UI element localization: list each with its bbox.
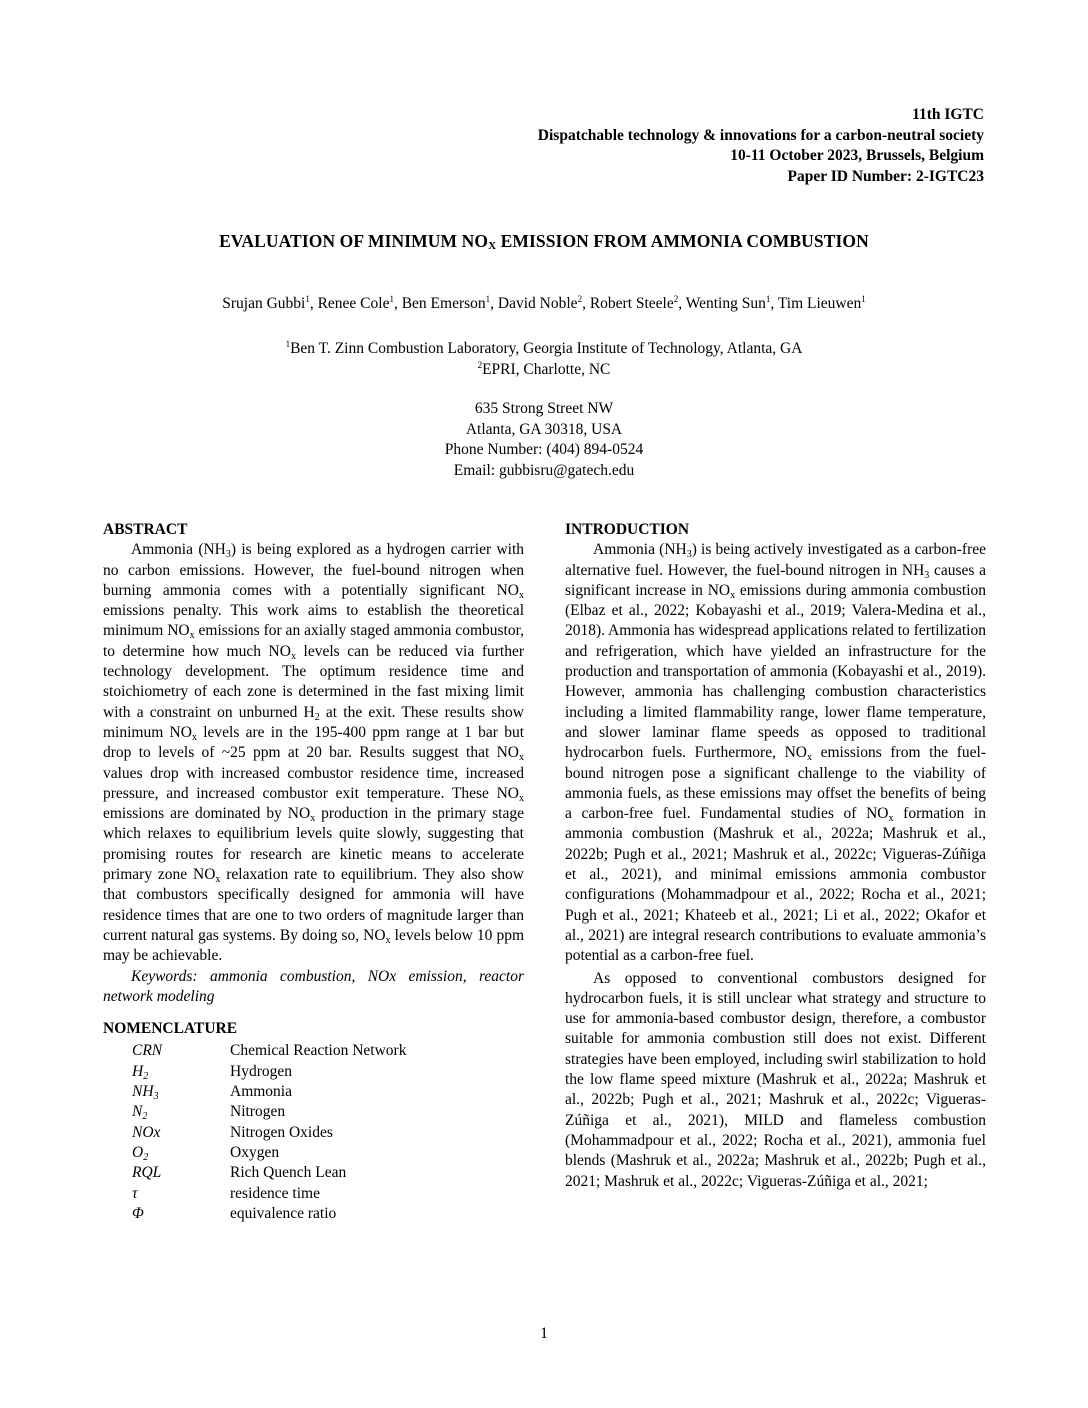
author: Srujan Gubbi$^1$ — [222, 294, 310, 312]
phone-number: Phone Number: (404) 894-0524 — [444, 441, 644, 458]
author: Robert Steele$^2$ — [589, 294, 679, 312]
nomenclature-symbol: RQL — [132, 1164, 162, 1182]
nomenclature-symbol: $N_2$ — [132, 1103, 148, 1123]
left-column — [103, 520, 524, 1224]
introduction-paragraph-2: As opposed to conventional combustors designed for hydrocarbon fuels, it is still unclear what strategy and structure to use for ammonia-based combustor design, therefore, a combustor suitable for ammonia combustion still does not exist. Different strategies have been employed, including swirl stabilization to hold the low flame speed mixture (Mashruk et al., 2022a; Mashruk et al., 2022b; Pugh et al., 2021; Mashruk et al., 2022c; Vigueras-Zúñiga et al., 2021), MILD and flameless combustion (Mohammadpour et al., 2022; Rocha et al., 2021), ammonia fuel blends (Mashruk et al., 2022a; Mashruk et al., 2022b; Pugh et al., 2021; Mashruk et al., 2022c; Vigueras-Zúñiga et al., 2021; — [565, 969, 986, 1190]
introduction-heading: INTRODUCTION — [565, 521, 690, 538]
nomenclature-table — [103, 1041, 406, 1224]
author: Wenting Sun$^1$ — [685, 294, 771, 312]
nomenclature-row — [103, 1184, 406, 1204]
nomenclature-definition: residence time — [230, 1184, 320, 1202]
right-column — [565, 520, 986, 1192]
abstract-heading: ABSTRACT — [103, 521, 188, 538]
keywords: Keywords: ammonia combustion, NOx emission, reactor network modeling — [103, 967, 524, 1005]
author: Renee Cole$^1$ — [317, 294, 394, 312]
conference-theme: Dispatchable technology & innovations for a carbon-neutral society — [537, 126, 984, 144]
nomenclature-definition: Oxygen — [230, 1143, 280, 1161]
affiliation: $^1$Ben T. Zinn Combustion Laboratory, Georgia Institute of Technology, Atlanta, GA — [285, 339, 803, 357]
author: Tim Lieuwen$^1$ — [777, 294, 866, 312]
nomenclature-definition: Nitrogen Oxides — [230, 1123, 333, 1141]
nomenclature-row — [103, 1204, 406, 1224]
nomenclature-definition: Nitrogen — [230, 1103, 286, 1121]
nomenclature-symbol: $NH_3$ — [132, 1083, 159, 1103]
author-list: Srujan Gubbi$^1$, Renee Cole$^1$, Ben Emerson$^1$, David Noble$^2$, Robert Steele$^2$, Wenting Sun$^1$, Tim Lieuwen$^1$ — [222, 294, 866, 312]
address-street: 635 Strong Street NW — [474, 400, 614, 417]
nomenclature-symbol: $H_2$ — [132, 1062, 149, 1082]
nomenclature-row — [103, 1102, 406, 1122]
nomenclature-row — [103, 1082, 406, 1102]
affiliation: $^2$EPRI, Charlotte, NC — [477, 359, 611, 378]
nomenclature-row — [103, 1163, 406, 1183]
nomenclature-definition: Ammonia — [230, 1083, 292, 1101]
nomenclature-row — [103, 1123, 406, 1143]
nomenclature-definition: Chemical Reaction Network — [230, 1042, 407, 1060]
introduction-paragraph-1: Ammonia $(NH_3)$ is being actively investigated as a carbon-free alternative fuel. However, the fuel-bound nitrogen in $NH_3$ causes a significant increase in $NO_x$ emissions during ammonia combustion (Elbaz et al., 2022; Kobayashi et al., 2019; Valera-Medina et al., 2018). Ammonia has widespread applications related to fertilization and refrigeration, which have yielded an infrastructure for the production and transportation of ammonia (Kobayashi et al., 2019). However, ammonia has challenging combustion characteristics including a limited flammability range, lower flame temperature, and slower laminar flame speeds as opposed to traditional hydrocarbon fuels. Furthermore, $NO_x$ emissions from the fuel-bound nitrogen pose a significant challenge to the viability of ammonia fuels, as these emissions may offset the benefits of being a carbon-free fuel. Fundamental studies of $NO_x$ formation in ammonia combustion (Mashruk et al., 2022a; Mashruk et al., 2022b; Pugh et al., 2021; Mashruk et al., 2022c; Vigueras-Zúñiga et al., 2021), and minimal emissions ammonia combustor configurations (Mohammadpour et al., 2022; Rocha et al., 2021; Pugh et al., 2021; Khateeb et al., 2021; Li et al., 2022; Okafor et al., 2021) are integral research contributions to evaluate ammonia’s potential as a carbon-free fuel. — [565, 541, 987, 965]
affiliations — [0, 339, 1088, 380]
nomenclature-definition: Rich Quench Lean — [230, 1164, 347, 1182]
nomenclature-row — [103, 1041, 406, 1061]
nomenclature-symbol: Φ — [132, 1204, 144, 1222]
address-city: Atlanta, GA 30318, USA — [465, 420, 623, 438]
nomenclature-symbol: τ — [132, 1184, 138, 1202]
conference-date-location: 10-11 October 2023, Brussels, Belgium — [730, 147, 984, 164]
conference-header — [538, 105, 984, 187]
nomenclature-definition: Hydrogen — [230, 1062, 292, 1080]
email-address[interactable]: Email: gubbisru@gatech.edu — [453, 461, 635, 479]
author: Ben Emerson$^1$ — [401, 294, 491, 312]
page-number: 1 — [540, 1325, 548, 1342]
paper-title: EVALUATION OF MINIMUM $NO_X$ EMISSION FROM AMMONIA COMBUSTION — [219, 231, 869, 252]
nomenclature-row — [103, 1143, 406, 1163]
conference-name: 11th IGTC — [912, 106, 984, 123]
nomenclature-symbol: NOx — [132, 1123, 161, 1141]
contact-address — [0, 399, 1088, 481]
nomenclature-symbol: CRN — [132, 1042, 163, 1060]
nomenclature-symbol: $O_2$ — [132, 1143, 149, 1163]
nomenclature-row — [103, 1062, 406, 1082]
nomenclature-heading: NOMENCLATURE — [103, 1020, 238, 1038]
author: David Noble$^2$ — [497, 294, 583, 312]
nomenclature-definition: equivalence ratio — [230, 1204, 337, 1222]
abstract-text: Ammonia $(NH_3)$ is being explored as a hydrogen carrier with no carbon emissions. However, the fuel-bound nitrogen when burning ammonia comes with a potentially significant $NO_x$ emissions penalty. This work aims to establish the theoretical minimum $NO_x$ emissions for an axially staged ammonia combustor, to determine how much $NO_x$ levels can be reduced via further technology development. The optimum residence time and stoichiometry of each zone is determined in the fast mixing limit with a constraint on unburned $H_2$ at the exit. These results show minimum $NO_x$ levels are in the 195-400 ppm range at 1 bar but drop to levels of ~25 ppm at 20 bar. Results suggest that $NO_x$ values drop with increased combustor residence time, increased pressure, and increased combustor exit temperature. These $NO_x$ emissions are dominated by $NO_x$ production in the primary stage which relaxes to equilibrium levels quite slowly, suggesting that promising routes for research are kinetic means to accelerate primary zone $NO_x$ relaxation rate to equilibrium. They also show that combustors specifically designed for ammonia will have residence times that are one to two orders of magnitude larger than current natural gas systems. By doing so, $NO_x$ levels below 10 ppm may be achievable. — [103, 541, 525, 965]
paper-id: Paper ID Number: 2-IGTC23 — [787, 167, 984, 185]
